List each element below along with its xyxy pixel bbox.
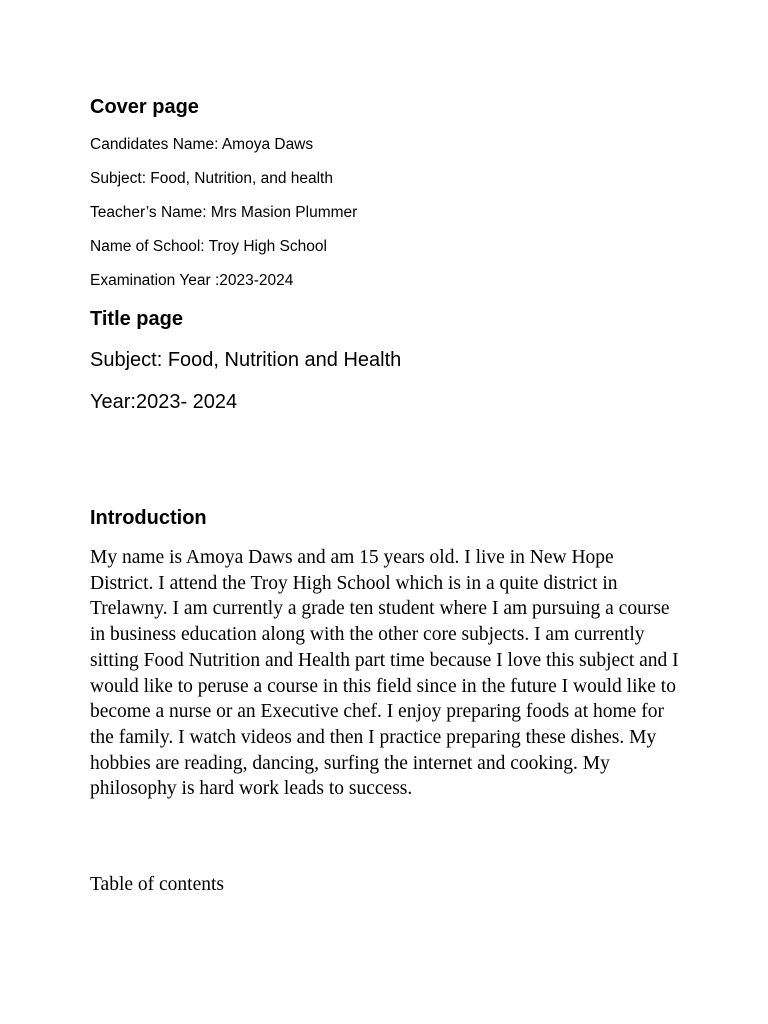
introduction-heading: Introduction [90, 507, 207, 529]
cover-page-heading: Cover page [90, 96, 199, 118]
school-name-line: Name of School: Troy High School [90, 238, 327, 255]
title-page-heading: Title page [90, 308, 183, 330]
table-of-contents-heading: Table of contents [90, 874, 225, 895]
title-subject-line: Subject: Food, Nutrition and Health [90, 349, 402, 371]
exam-year-line: Examination Year :2023-2024 [90, 272, 294, 289]
cover-subject-line: Subject: Food, Nutrition, and health [90, 170, 333, 187]
introduction-paragraph: My name is Amoya Daws and am 15 years old. I live in New Hope District. I attend the Troy High School which is in a quite district in Trelawny. I am currently a grade ten student where I am pursuing a course in business education along with the other core subjects. I am currently sitting Food Nutrition and Health part time because I love this subject and I would like to peruse a course in this field since in the future I would like to become a nurse or an Executive chef. I enjoy preparing foods at home for the family. I watch videos and then I practice preparing these dishes. My hobbies are reading, dancing, surfing the internet and cooking. My philosophy is hard work leads to success. [90, 547, 679, 800]
candidate-name-line: Candidates Name: Amoya Daws [90, 136, 314, 153]
teacher-name-line: Teacher’s Name: Mrs Masion Plummer [90, 204, 358, 221]
title-year-line: Year:2023- 2024 [90, 391, 238, 413]
